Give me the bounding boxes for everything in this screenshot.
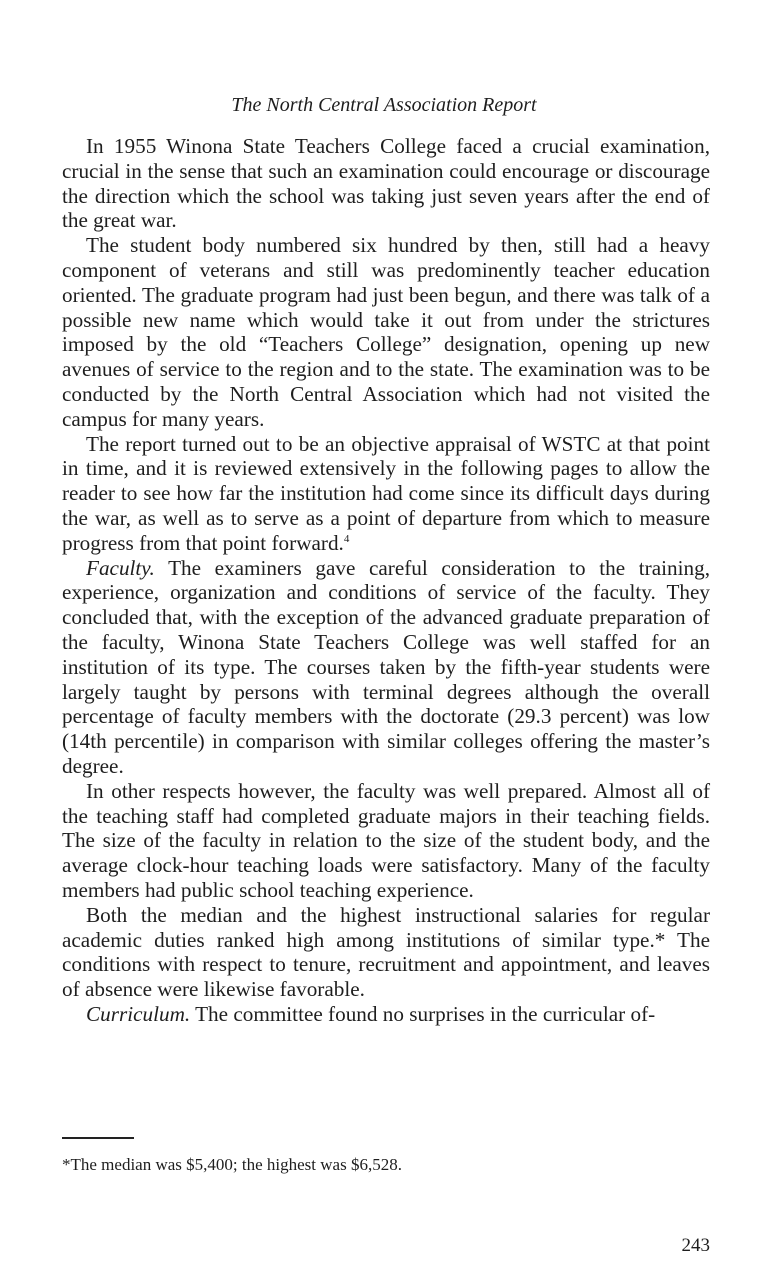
paragraph: [62, 233, 710, 431]
footnote-reference: 4: [343, 532, 350, 545]
paragraph-text: The student body numbered six hundred by then, still had a heavy component of veterans and still was predominently teacher education oriented. The graduate program had just been begun, and there was talk of a possible new name which would take it out from under the strictures imposed by the old “Teachers College” designation, opening up new avenues of service to the region and to the state. The examination was to be conducted by the North Central Association which had not visited the campus for many years.: [62, 233, 710, 431]
section-lead: Faculty.: [86, 555, 155, 580]
paragraph: [62, 779, 710, 903]
footnote-rule: [62, 1137, 134, 1139]
running-heading: The North Central Association Report: [231, 94, 537, 116]
paragraph-text: In 1955 Winona State Teachers College faced a crucial examination, crucial in the sense that such an examination could encourage or discourage the direction which the school was taking just seven years after the end of the great war.: [62, 134, 710, 233]
paragraph: [62, 903, 710, 1002]
paragraph-text: Both the median and the highest instructional salaries for regular academic duties ranked high among institutions of similar type.* The conditions with respect to tenure, recruitment and appointment, and leaves of absence were likewise favorable.: [62, 902, 710, 1002]
paragraph: [62, 432, 710, 556]
paragraph-text: The examiners gave careful consideration to the training, experience, organization and conditions of service of the faculty. They concluded that, with the exception of the advanced graduate preparation of the faculty, Winona State Teachers College was well staffed for an institution of its type. The courses taken by the fifth-year students were largely taught by persons with terminal degrees although the overall percentage of faculty members with the doctorate (29.3 percent) was low (14th percentile) in comparison with similar colleges offering the master’s degree.: [62, 555, 710, 778]
footnote: *The median was $5,400; the highest was $6,528.: [62, 1155, 402, 1174]
paragraph: [62, 134, 710, 233]
section-lead: Curriculum.: [86, 1001, 191, 1026]
page-number: 243: [681, 1235, 710, 1256]
paragraph-text: The report turned out to be an objective appraisal of WSTC at that point in time, and it is reviewed extensively in the following pages to allow the reader to see how far the institution had come since its difficult days during the war, as well as to serve as a point of departure from which to measure progress from that point forward.: [62, 431, 710, 555]
paragraph: [62, 1002, 710, 1027]
paragraph: [62, 556, 710, 779]
paragraph-text: The committee found no surprises in the curricular of-: [190, 1001, 656, 1026]
paragraph-text: In other respects however, the faculty was well prepared. Almost all of the teaching staff had completed graduate majors in their teaching fields. The size of the faculty in relation to the size of the student body, and the average clock-hour teaching loads were satisfactory. Many of the faculty members had public school teaching experience.: [62, 778, 710, 902]
body-text: [62, 134, 710, 1027]
